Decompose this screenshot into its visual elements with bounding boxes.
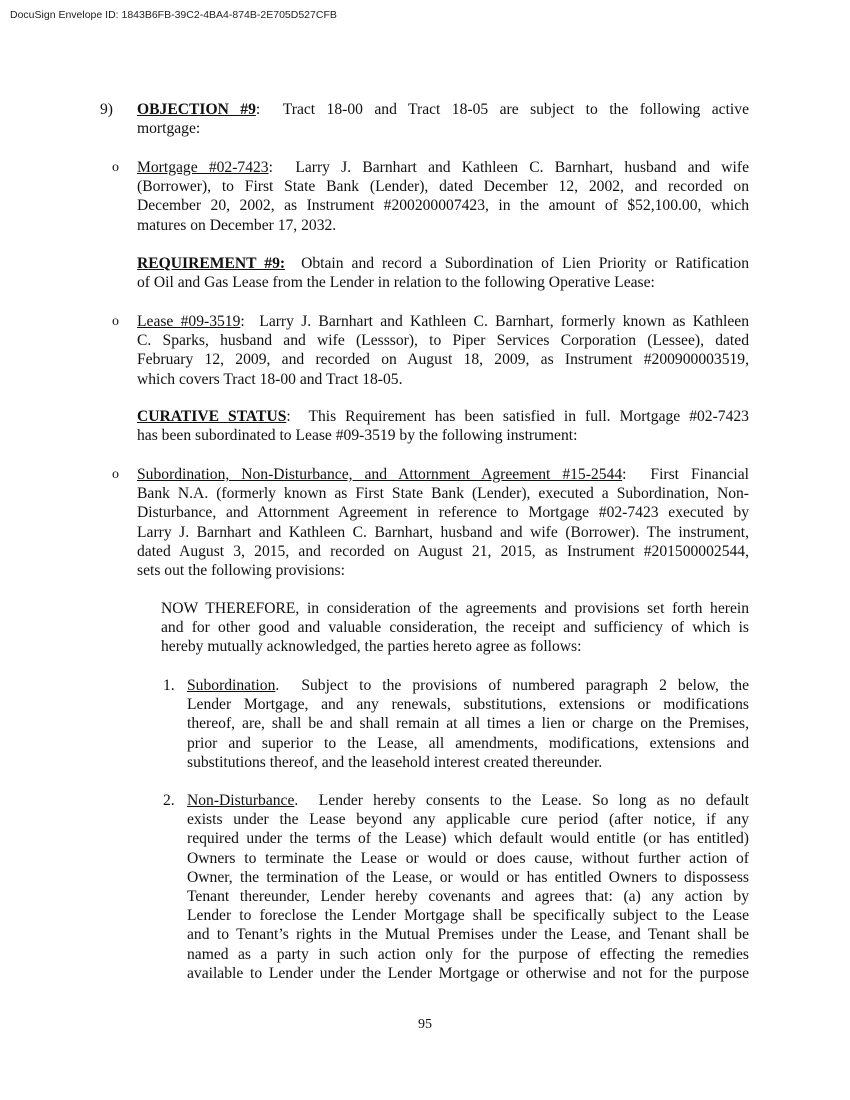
para2-heading: Non-Disturbance <box>187 792 295 809</box>
quote-line-3: hereby mutually acknowledged, the parties hereto agree as follows: <box>161 638 582 656</box>
subordination-line-5: dated August 3, 2015, and recorded on August 21, 2015, as Instrument #201500002544, <box>137 542 749 560</box>
curative-line-2: has been subordinated to Lease #09-3519 by the following instrument: <box>137 427 578 445</box>
objection-heading: OBJECTION #9 <box>137 101 256 118</box>
mortgage-line-4: matures on December 17, 2032. <box>137 216 337 234</box>
lease-block <box>137 312 749 389</box>
requirement-heading: REQUIREMENT #9: <box>137 255 286 272</box>
subordination-line-4: Larry J. Barnhart and Kathleen C. Barnhart, husband and wife (Borrower). The instrument, <box>137 523 749 541</box>
objection-line-2: mortgage: <box>137 120 201 138</box>
para2-line-1: Non-Disturbance. Lender hereby consents to the Lease. So long as no default <box>187 792 749 809</box>
para1-line-3: thereof, are, shall be and shall remain at all times a lien or charge on the Premises, <box>187 715 749 733</box>
lease-line-2: C. Sparks, husband and wife (Lesssor), to Piper Services Corporation (Lessee), dated <box>137 332 749 350</box>
subordination-block <box>137 465 749 580</box>
para2-line-4: Owners to terminate the Lease or would or does cause, without further action of <box>187 849 749 867</box>
para1-block <box>187 676 749 772</box>
para2-line-2: exists under the Lease beyond any applicable cure period (after notice, if any <box>187 811 749 829</box>
para2-block <box>187 791 749 983</box>
subordination-line-6: sets out the following provisions: <box>137 562 345 580</box>
mortgage-line-2: (Borrower), to First State Bank (Lender), dated December 12, 2002, and recorded on <box>137 178 749 196</box>
mortgage-line-3: December 20, 2002, as Instrument #200200007423, in the amount of $52,100.00, which <box>137 197 749 215</box>
para2-line-7: Lender to foreclose the Lender Mortgage shall be specifically subject to the Lease <box>187 907 749 925</box>
curative-heading: CURATIVE STATUS <box>137 408 287 425</box>
subordination-line-2: Bank N.A. (formerly known as First State Bank (Lender), executed a Subordination, Non- <box>137 485 749 503</box>
requirement-block <box>137 254 749 292</box>
docusign-envelope-id: DocuSign Envelope ID: 1843B6FB-39C2-4BA4-874B-2E705D527CFB <box>10 9 337 21</box>
quote-line-2: and for other good and valuable consideration, the receipt and sufficiency of which is <box>161 619 749 637</box>
requirement-line-2: of Oil and Gas Lease from the Lender in relation to the following Operative Lease: <box>137 274 655 292</box>
curative-block <box>137 407 749 445</box>
para2-line-9: named as a party in such action only for the purpose of effecting the remedies <box>187 945 749 963</box>
page-number: 95 <box>418 1017 432 1032</box>
mortgage-heading: Mortgage #02-7423 <box>137 159 269 176</box>
para1-number: 1. <box>163 677 175 694</box>
para2-line-8: and to Tenant’s rights in the Mutual Premises under the Lease, and Tenant shall be <box>187 926 749 944</box>
subordination-line-3: Disturbance, and Attornment Agreement in reference to Mortgage #02-7423 executed by <box>137 504 749 522</box>
para1-heading: Subordination <box>187 677 276 694</box>
mortgage-block <box>137 158 749 235</box>
requirement-line-1: REQUIREMENT #9: Obtain and record a Subordination of Lien Priority or Ratification <box>137 255 750 272</box>
objection-number: 9) <box>100 101 113 118</box>
lease-heading: Lease #09-3519 <box>137 313 241 330</box>
objection-line-1: OBJECTION #9: Tract 18-00 and Tract 18-05 are subject to the following active <box>137 101 749 118</box>
subordination-line-1: Subordination, Non-Disturbance, and Attornment Agreement #15-2544: First Financial <box>137 466 749 483</box>
quote-line-1: NOW THEREFORE, in consideration of the agreements and provisions set forth herein <box>161 600 749 617</box>
para2-line-6: Tenant thereunder, Lender hereby covenants and agrees that: (a) any action by <box>187 888 749 906</box>
para2-number: 2. <box>163 792 175 809</box>
para1-line-2: Lender Mortgage, and any renewals, substitutions, extensions or modifications <box>187 696 749 714</box>
para1-line-1: Subordination. Subject to the provisions of numbered paragraph 2 below, the <box>187 677 749 694</box>
lease-bullet: o <box>112 314 119 329</box>
objection-block <box>137 100 749 138</box>
subordination-bullet: o <box>112 467 119 482</box>
lease-line-4: which covers Tract 18-00 and Tract 18-05. <box>137 370 403 388</box>
lease-line-1: Lease #09-3519: Larry J. Barnhart and Kathleen C. Barnhart, formerly known as Kathleen <box>137 313 749 330</box>
para2-line-10: available to Lender under the Lender Mortgage or otherwise and not for the purpose <box>187 964 749 982</box>
para1-line-4: prior and superior to the Lease, all amendments, modifications, extensions and <box>187 734 749 752</box>
curative-line-1: CURATIVE STATUS: This Requirement has been satisfied in full. Mortgage #02-7423 <box>137 408 749 425</box>
mortgage-line-1: Mortgage #02-7423: Larry J. Barnhart and Kathleen C. Barnhart, husband and wife <box>137 159 749 176</box>
para2-line-3: required under the terms of the Lease) which default would entitle (or has entitled) <box>187 830 749 848</box>
para2-line-5: Owner, the termination of the Lease, or would or has entitled Owners to dispossess <box>187 868 749 886</box>
subordination-heading: Subordination, Non-Disturbance, and Attornment Agreement #15-2544 <box>137 466 623 483</box>
para1-line-5: substitutions thereof, and the leasehold interest created thereunder. <box>187 753 603 771</box>
mortgage-bullet: o <box>112 160 119 175</box>
lease-line-3: February 12, 2009, and recorded on August 18, 2009, as Instrument #200900003519, <box>137 351 749 369</box>
quote-block <box>161 599 749 657</box>
